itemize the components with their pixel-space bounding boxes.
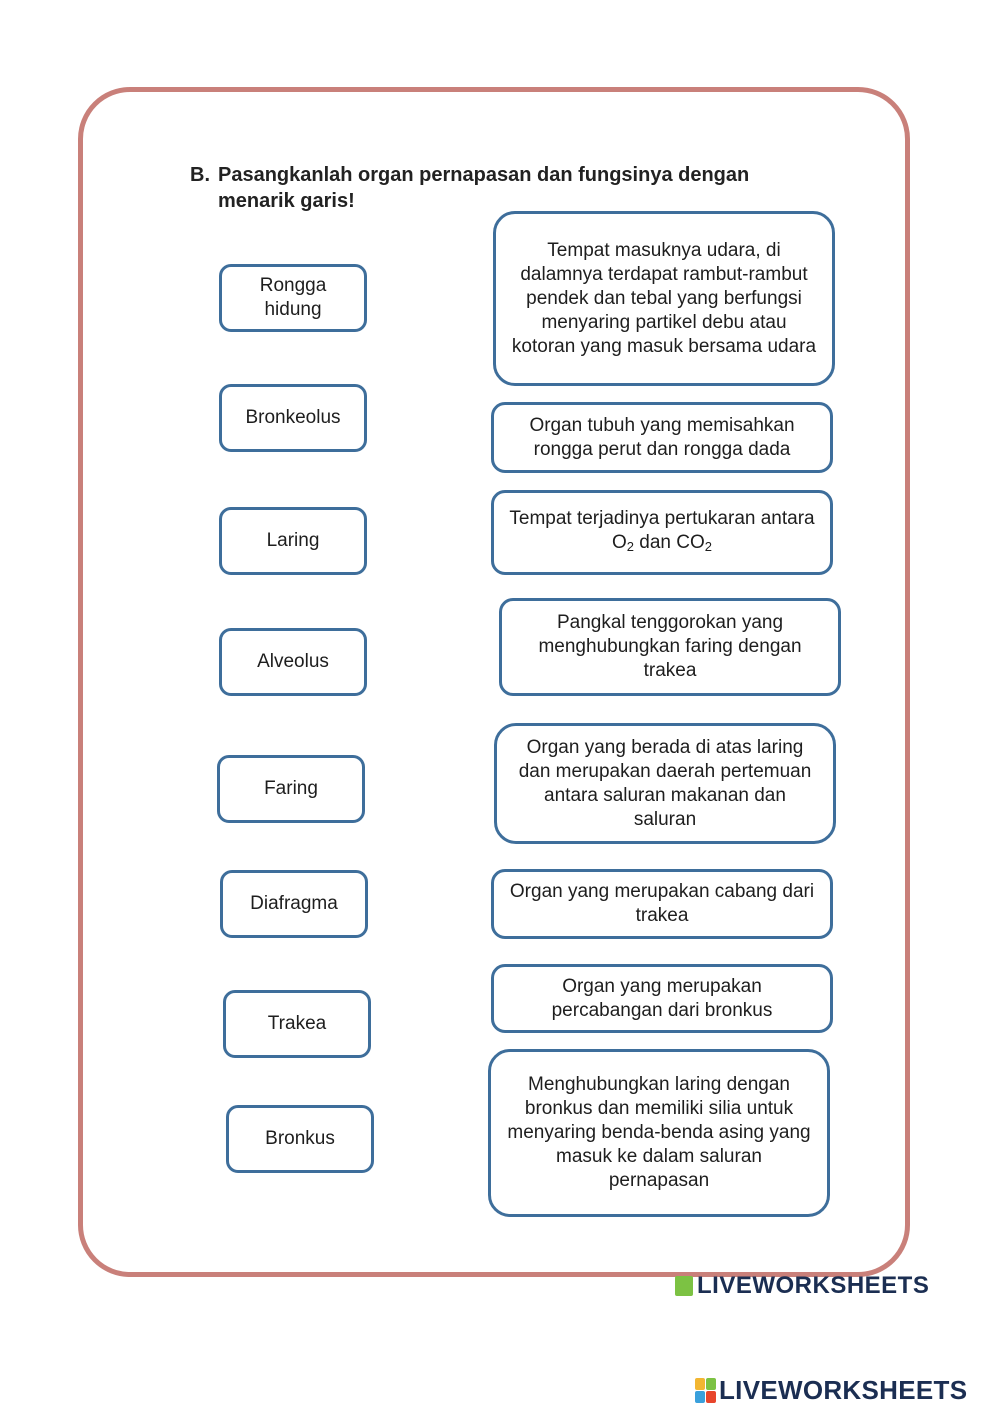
organ-label: Laring: [266, 530, 320, 551]
watermark-cropped: [675, 1272, 937, 1299]
organ-box-rongga-hidung[interactable]: [219, 264, 367, 332]
organ-box-bronkeolus[interactable]: [219, 384, 367, 452]
organ-label: Bronkus: [265, 1128, 335, 1149]
function-box-3[interactable]: [491, 490, 833, 575]
question-number: B.: [190, 164, 210, 186]
organ-box-alveolus[interactable]: [219, 628, 367, 696]
function-text-part: Tempat terjadinya pertukaran antara O: [509, 507, 815, 553]
organ-label: Bronkeolus: [245, 407, 341, 428]
function-text: Tempat masuknya udara, di dalamnya terdapat rambut-rambut pendek dan tebal yang berfungsi menyaring partikel debu atau kotoran yang masuk bersama udara: [511, 239, 817, 357]
function-text: Menghubungkan laring dengan bronkus dan memiliki silia untuk menyaring benda-benda asing yang masuk ke dalam saluran pernapasan: [507, 1074, 811, 1191]
function-box-7[interactable]: [491, 964, 833, 1033]
organ-label: Trakea: [267, 1013, 327, 1034]
organ-label: Faring: [264, 778, 318, 799]
liveworksheets-logo-icon: [694, 1377, 716, 1403]
function-box-4[interactable]: [499, 598, 841, 696]
function-text: Organ yang merupakan cabang dari trakea: [509, 881, 815, 926]
organ-box-diafragma[interactable]: [220, 870, 368, 938]
function-text: Organ yang merupakan percabangan dari bronkus: [551, 975, 773, 1021]
subscript: 2: [704, 538, 712, 554]
organ-label: Diafragma: [250, 893, 338, 914]
organ-box-faring[interactable]: [217, 755, 365, 823]
organ-box-laring[interactable]: [219, 507, 367, 575]
organ-label: Rongga hidung: [259, 275, 327, 320]
liveworksheets-logo-icon: [675, 1276, 693, 1296]
function-text: Organ yang berada di atas laring dan merupakan daerah pertemuan antara saluran makanan dan saluran: [518, 736, 812, 830]
watermark-text: LIVEWORKSHEETS: [697, 1272, 930, 1299]
function-box-2[interactable]: [491, 402, 833, 473]
function-text: Pangkal tenggorokan yang menghubungkan faring dengan trakea: [538, 612, 802, 681]
function-box-8[interactable]: [488, 1049, 830, 1217]
brand-name: LIVEWORKSHEETS: [719, 1374, 968, 1405]
function-box-1[interactable]: [493, 211, 835, 386]
function-text: Organ tubuh yang memisahkan rongga perut dan rongga dada: [529, 414, 795, 460]
function-box-5[interactable]: [494, 723, 836, 844]
organ-box-bronkus[interactable]: [226, 1105, 374, 1173]
function-text-part: dan CO: [634, 531, 705, 553]
subscript: 2: [626, 538, 634, 554]
function-text: [508, 507, 816, 559]
question-heading: [190, 162, 830, 214]
liveworksheets-brand[interactable]: [694, 1374, 967, 1406]
organ-label: Alveolus: [257, 651, 329, 672]
organ-box-trakea[interactable]: [223, 990, 371, 1058]
function-box-6[interactable]: [491, 869, 833, 939]
question-text: Pasangkanlah organ pernapasan dan fungsinya dengan menarik garis!: [218, 164, 750, 212]
